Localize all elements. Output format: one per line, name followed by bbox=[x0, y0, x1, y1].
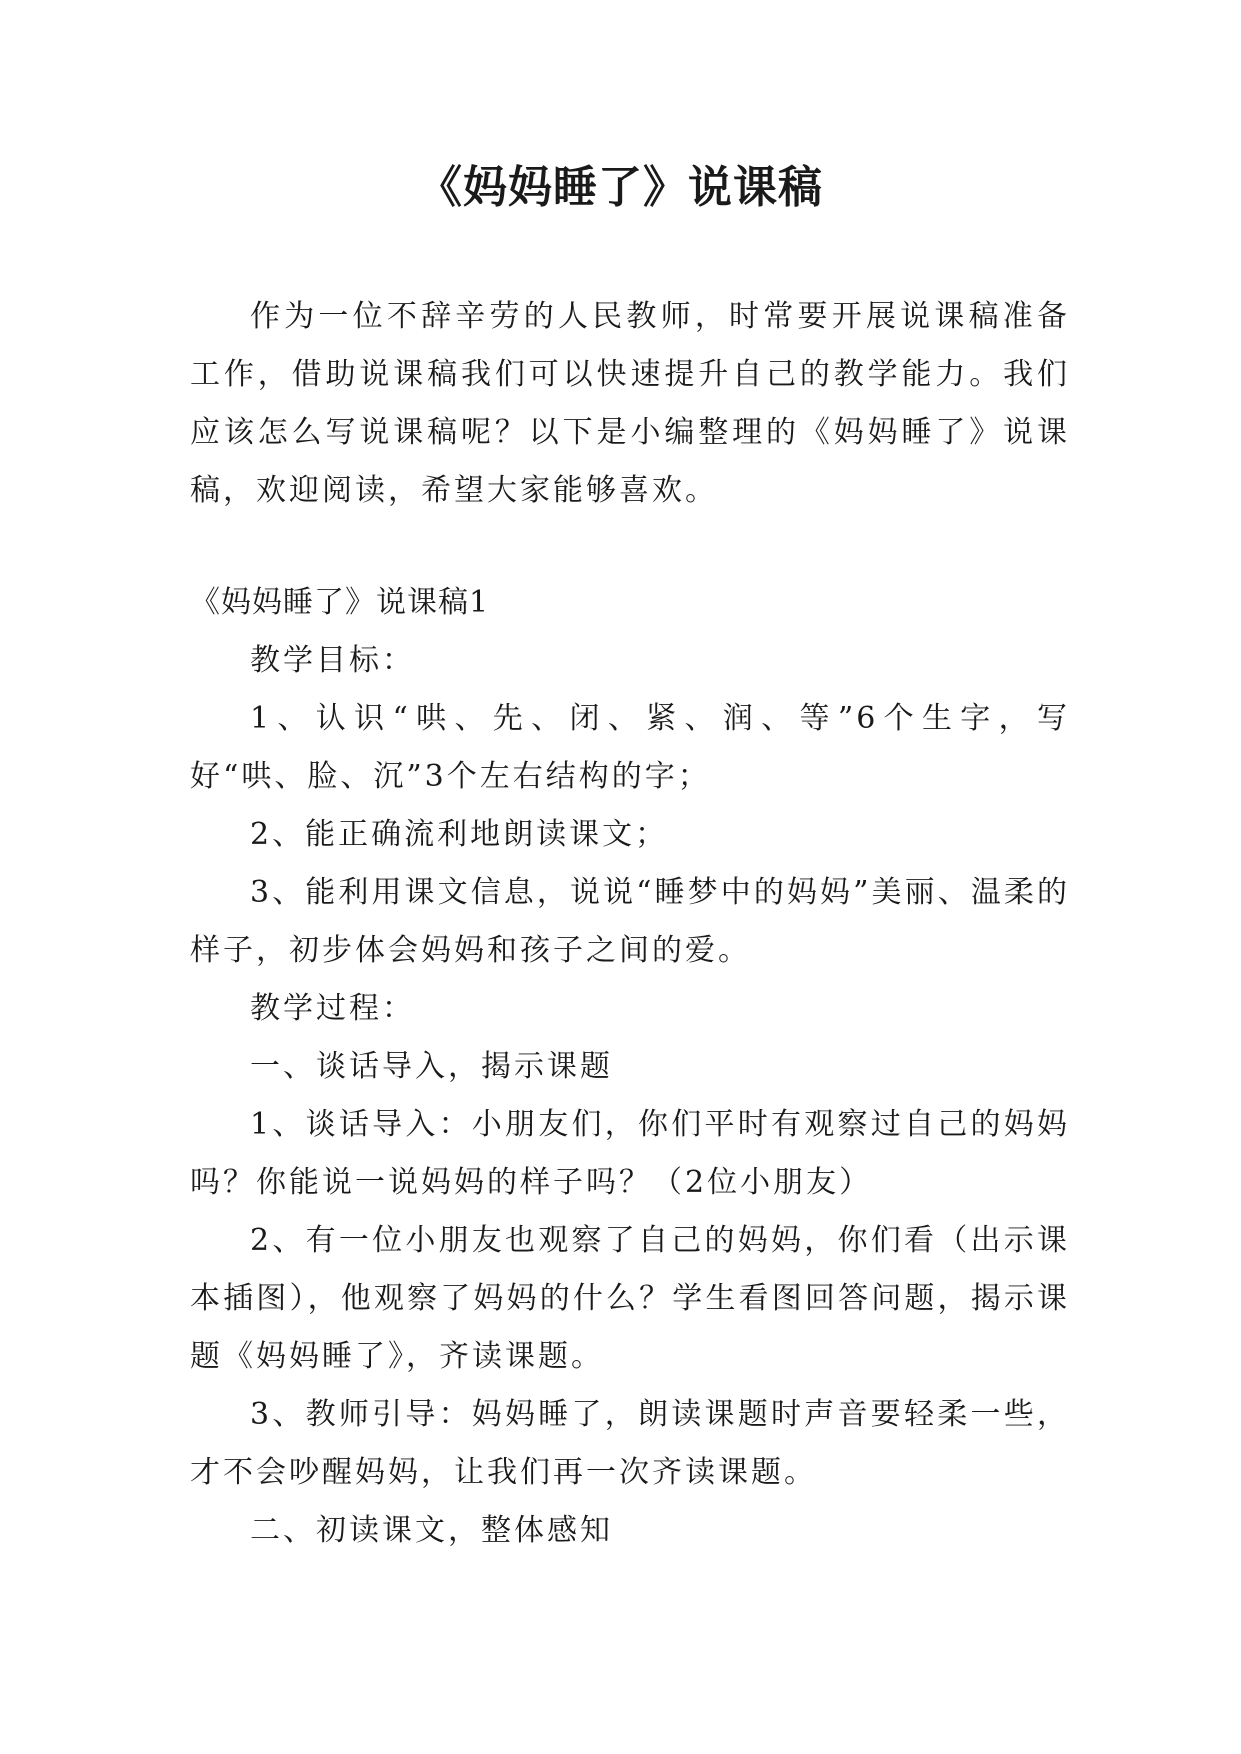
document-title: 《妈妈睡了》说课稿 bbox=[418, 162, 823, 213]
paragraph-step-1-2: 2、有一位小朋友也观察了自己的妈妈，你们看（出示课本插图），他观察了妈妈的什么？学生看图回答问题，揭示课题《妈妈睡了》，齐读课题。 bbox=[190, 1223, 1070, 1374]
paragraph-goal-2: 2、能正确流利地朗读课文； bbox=[250, 817, 669, 852]
paragraph-goal-1: 1、认识“哄、先、闭、紧、润、等”6个生字，写好“哄、脸、沉”3个左右结构的字； bbox=[190, 701, 1070, 794]
paragraph-step-1-heading: 一、谈话导入，揭示课题 bbox=[250, 1049, 613, 1084]
intro-paragraph: 作为一位不辞辛劳的人民教师，时常要开展说课稿准备工作，借助说课稿我们可以快速提升自己的教学能力。我们应该怎么写说课稿呢？以下是小编整理的《妈妈睡了》说课稿，欢迎阅读，希望大家能够喜欢。 bbox=[190, 299, 1070, 508]
paragraph-teaching-process: 教学过程： bbox=[250, 991, 415, 1026]
paragraph-step-1-1: 1、谈话导入：小朋友们，你们平时有观察过自己的妈妈吗？你能说一说妈妈的样子吗？（2位小朋友） bbox=[190, 1107, 1070, 1200]
paragraph-teaching-goals: 教学目标： bbox=[250, 643, 415, 678]
paragraph-step-2-heading: 二、初读课文，整体感知 bbox=[250, 1513, 613, 1548]
paragraph-goal-3: 3、能利用课文信息，说说“睡梦中的妈妈”美丽、温柔的样子，初步体会妈妈和孩子之间的爱。 bbox=[190, 875, 1070, 968]
paragraph-step-1-3: 3、教师引导：妈妈睡了，朗读课题时声音要轻柔一些，才不会吵醒妈妈，让我们再一次齐读课题。 bbox=[190, 1397, 1070, 1490]
section-title: 《妈妈睡了》说课稿1 bbox=[190, 585, 490, 620]
document-body bbox=[190, 288, 1070, 1560]
